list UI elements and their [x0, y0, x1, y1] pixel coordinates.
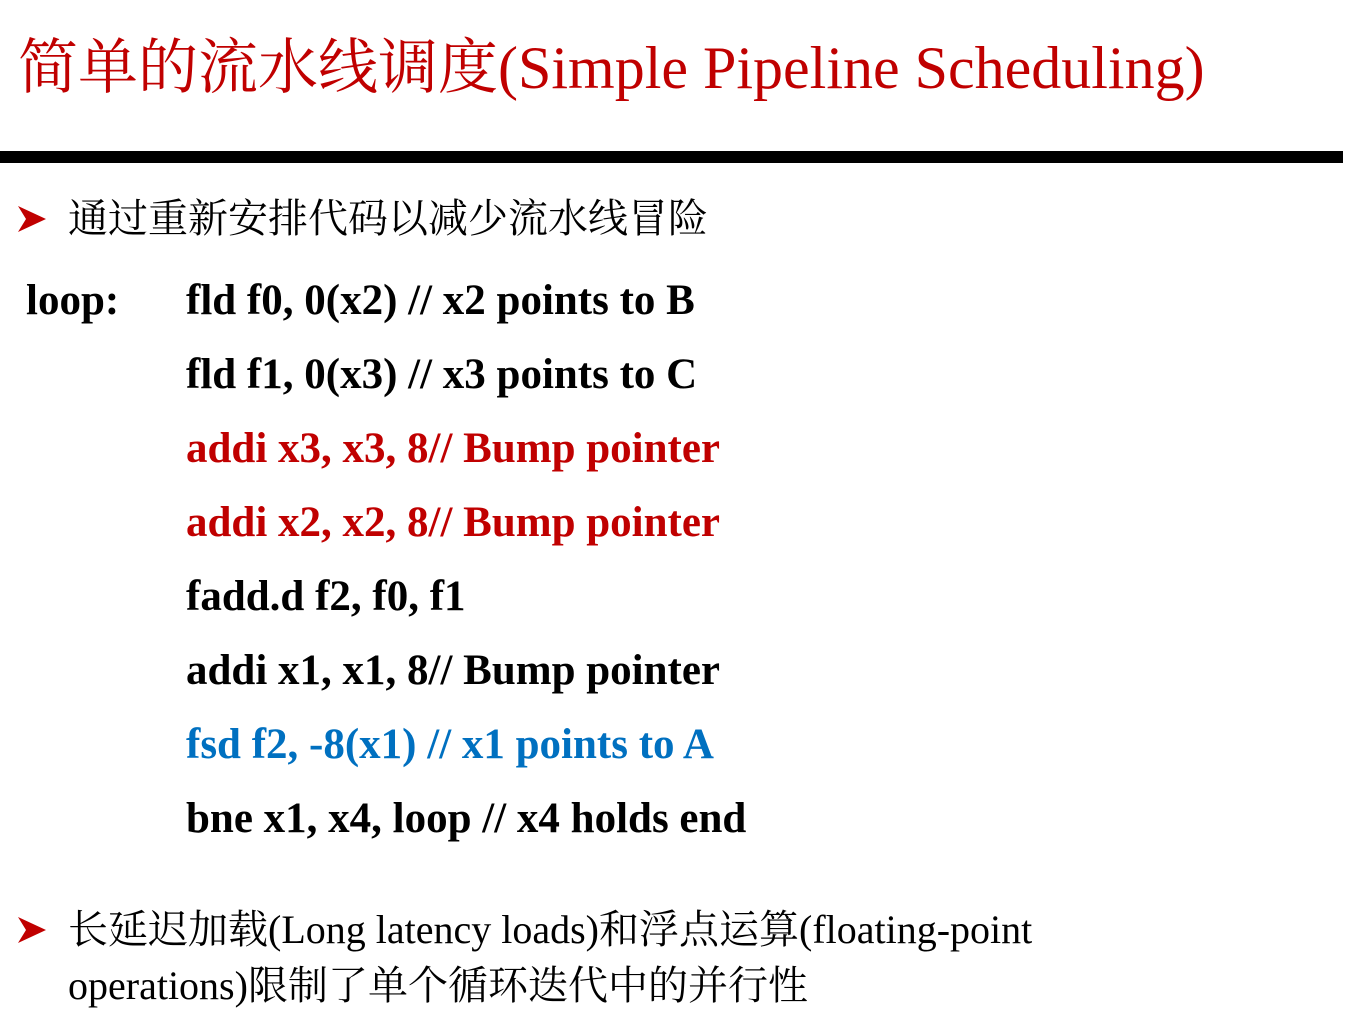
right-arrow-bullet-icon	[16, 915, 58, 945]
bullet-item-reorder	[16, 188, 708, 246]
bullet-item-latency	[16, 898, 1032, 1014]
page-title: 简单的流水线调度(Simple Pipeline Scheduling)	[18, 35, 1205, 101]
code-label-loop: loop:	[26, 277, 120, 324]
code-instruction: addi x1, x1, 8// Bump pointer	[186, 647, 721, 694]
code-instruction: fld f1, 0(x3) // x3 points to C	[186, 351, 698, 398]
bullet-text: 通过重新安排代码以减少流水线冒险	[68, 195, 708, 241]
code-instruction: fld f0, 0(x2) // x2 points to B	[186, 277, 695, 324]
code-instruction-highlight-blue: fsd f2, -8(x1) // x1 points to A	[186, 721, 714, 768]
code-instruction: fadd.d f2, f0, f1	[186, 573, 466, 620]
title-divider	[0, 151, 1343, 163]
code-instruction-highlight-red: addi x3, x3, 8// Bump pointer	[186, 425, 721, 472]
code-instruction: bne x1, x4, loop // x4 holds end	[186, 795, 747, 842]
code-instruction-highlight-red: addi x2, x2, 8// Bump pointer	[186, 499, 721, 546]
bullet-text-line2: operations)限制了单个循环迭代中的并行性	[68, 962, 808, 1008]
bullet-text-line1: 长延迟加载(Long latency loads)和浮点运算(floating-point	[68, 906, 1033, 952]
right-arrow-bullet-icon	[16, 204, 58, 234]
